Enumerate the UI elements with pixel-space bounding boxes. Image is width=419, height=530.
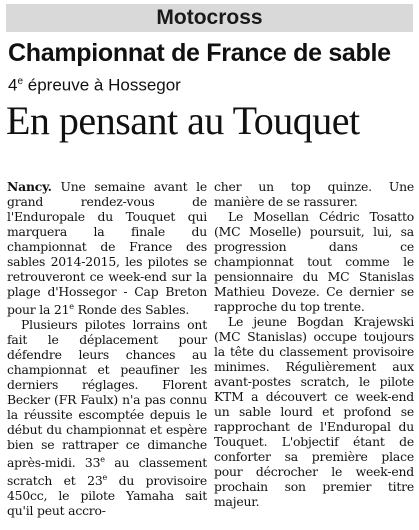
intro-superscript: e (69, 302, 74, 311)
intro-text-a: Une semaine avant le grand rendez-vous de l'Enduropale du Touquet qui marquera la finale du championnat de France des sables 2014-2015, les pilotes se retrouveront ce week-end sur la plage d'Hossegor - Cap Breton pour la 21 (7, 179, 207, 318)
becker-text-a: Plusieurs pilotes lorrains ont fait le déplacement pour défendre leurs chances au championnat et peaufiner les derniers réglages. Florent Becker (FR Faulx) n'a pas connu la réussite escomptée depuis le début du championnat et espère bien se rattraper ce dimanche après-midi. 33 (7, 317, 207, 471)
becker-superscript-2: e (102, 473, 108, 483)
section-rubric: Motocross (6, 4, 413, 32)
headline: Championnat de France de sable (8, 39, 391, 67)
column-left (7, 179, 207, 518)
subhead (8, 71, 181, 97)
becker-superscript-1: e (100, 455, 105, 465)
article-title: En pensant au Touquet (6, 98, 360, 143)
subhead-number: 4 (8, 75, 18, 95)
becker-text-c: du provisoire 450cc, le pilote Yamaha sait qu'il peut accro- (7, 473, 207, 519)
subhead-superscript: e (17, 76, 24, 87)
paragraph-continued: cher un top quinze. Une manière de se rassurer. (214, 179, 414, 209)
paragraph-intro (7, 179, 207, 317)
becker-text-b: au classement scratch et 23 (7, 455, 208, 489)
dateline: Nancy. (7, 179, 52, 194)
paragraph-becker (7, 317, 207, 518)
paragraph-tosatto: Le Mosellan Cédric Tosatto (MC Moselle) poursuit, lui, sa progression dans ce championnat tout comme le pensionnaire du MC Stanislas Mathieu Doveze. Ce dernier se rapproche du top trente. (214, 209, 414, 314)
column-right (214, 179, 414, 509)
intro-text-b: Ronde des Sables. (73, 302, 190, 318)
paragraph-krajewski: Le jeune Bogdan Krajewski (MC Stanislas) occupe toujours la tête du classement provisoire minimes. Régulièrement aux avant-postes scratch, le pilote KTM a découvert ce week-end un sable lourd et profond se rapprochant de l'Enduropal du Touquet. L'objectif étant de conforter sa première place pour décrocher le week-end prochain son premier titre majeur. (214, 314, 414, 509)
subhead-text: épreuve à Hossegor (23, 75, 181, 95)
